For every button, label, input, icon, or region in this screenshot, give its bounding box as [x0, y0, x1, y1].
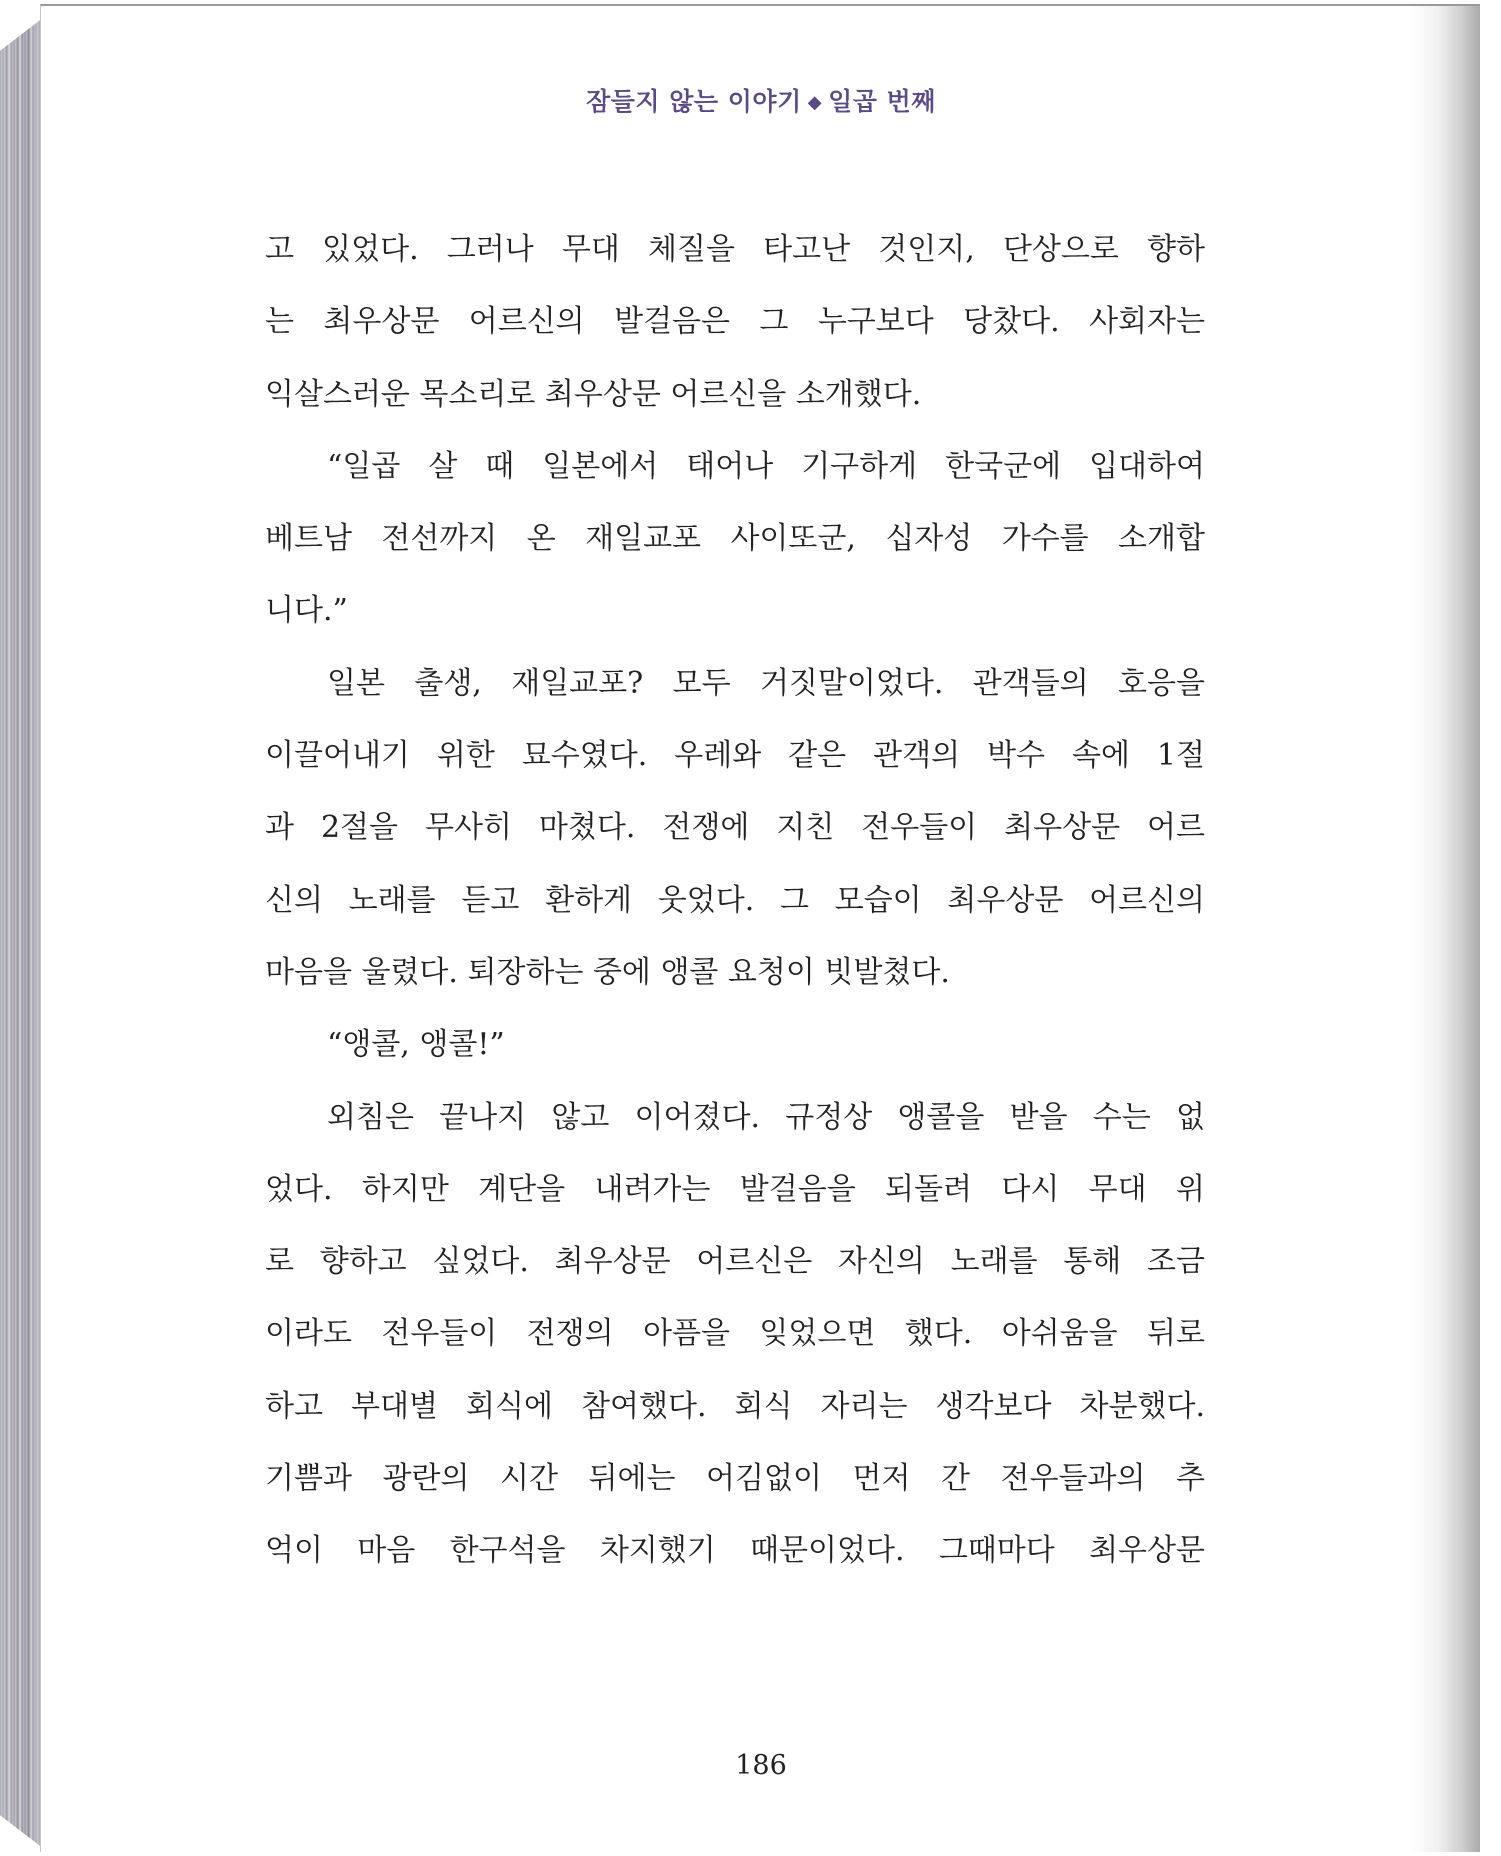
body-line: 이끌어내기 위한 묘수였다. 우레와 같은 관객의 박수 속에 1절: [265, 738, 1205, 774]
body-line: 과 2절을 무사히 마쳤다. 전쟁에 지친 전우들이 최우상문 어르: [265, 810, 1205, 846]
page-curl-shadow: [1410, 6, 1480, 1852]
body-line: “일곱 살 때 일본에서 태어나 기구하게 한국군에 입대하여: [327, 448, 1205, 484]
body-text: [265, 214, 1205, 1588]
body-line: 기쁨과 광란의 시간 뒤에는 어김없이 먼저 간 전우들과의 추: [265, 1461, 1205, 1497]
body-line: 고 있었다. 그러나 무대 체질을 타고난 것인지, 단상으로 향하: [265, 232, 1205, 267]
body-line: 이라도 전우들이 전쟁의 아픔을 잊었으면 했다. 아쉬움을 뒤로: [265, 1316, 1205, 1352]
body-line: 베트남 전선까지 온 재일교포 사이또군, 십자성 가수를 소개합: [265, 521, 1205, 557]
body-line: 었다. 하지만 계단을 내려가는 발걸음을 되돌려 다시 무대 위: [265, 1171, 1205, 1207]
body-line: 억이 마음 한구석을 차지했기 때문이었다. 그때마다 최우상문: [265, 1533, 1205, 1569]
body-line: 는 최우상문 어르신의 발걸음은 그 누구보다 당찼다. 사회자는: [265, 304, 1205, 340]
body-line: 외침은 끝나지 않고 이어졌다. 규정상 앵콜을 받을 수는 없: [327, 1099, 1205, 1135]
diamond-separator-icon: ◆: [807, 92, 823, 113]
book-page: [40, 4, 1480, 1852]
body-line: 신의 노래를 듣고 환하게 웃었다. 그 모습이 최우상문 어르신의: [265, 882, 1205, 918]
header-title-left: 잠들지 않는 이야기: [586, 87, 802, 116]
body-line: 일본 출생, 재일교포? 모두 거짓말이었다. 관객들의 호응을: [327, 665, 1205, 701]
body-line: 로 향하고 싶었다. 최우상문 어르신은 자신의 노래를 통해 조금: [265, 1244, 1205, 1280]
body-line: 니다.”: [265, 593, 348, 629]
body-line: 마음을 울렸다. 퇴장하는 중에 앵콜 요청이 빗발쳤다.: [265, 954, 950, 990]
body-line: “앵콜, 앵콜!”: [327, 1027, 505, 1063]
header-title-right: 일곱 번째: [828, 87, 936, 116]
page-number: 186: [735, 1750, 787, 1781]
body-line: 익살스러운 목소리로 최우상문 어르신을 소개했다.: [265, 376, 922, 412]
running-header: [41, 82, 1480, 118]
body-line: 하고 부대별 회식에 참여했다. 회식 자리는 생각보다 차분했다.: [265, 1388, 1205, 1424]
